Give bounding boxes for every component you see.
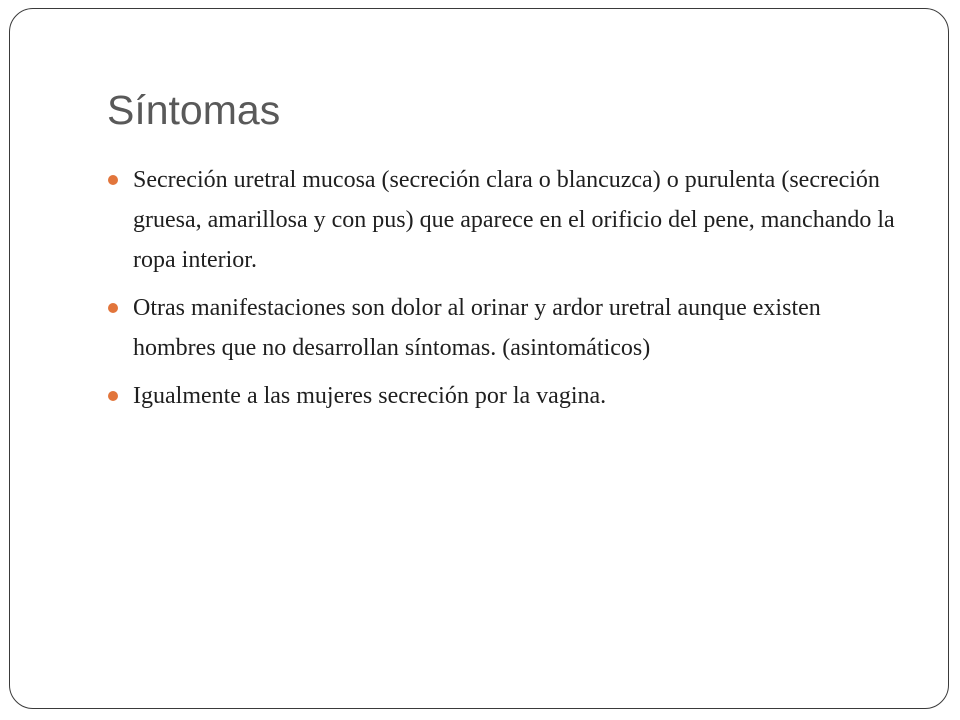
bullet-text: Otras manifestaciones son dolor al orinar y ardor uretral aunque existen hombres que no desarrollan síntomas. (asintomáticos) [133, 295, 821, 361]
bullet-list [133, 160, 903, 424]
bullet-item [133, 376, 903, 416]
bullet-text: Igualmente a las mujeres secreción por la vagina. [133, 383, 607, 409]
bullet-dot-icon [108, 175, 118, 185]
bullet-item [133, 288, 903, 368]
bullet-text: Secreción uretral mucosa (secreción clara o blancuzca) o purulenta (secreción gruesa, amarillosa y con pus) que aparece en el orificio del pene, manchando la ropa interior. [133, 167, 895, 273]
bullet-item [133, 160, 903, 280]
bullet-dot-icon [108, 303, 118, 313]
slide-title: Síntomas [107, 87, 281, 133]
bullet-dot-icon [108, 391, 118, 401]
